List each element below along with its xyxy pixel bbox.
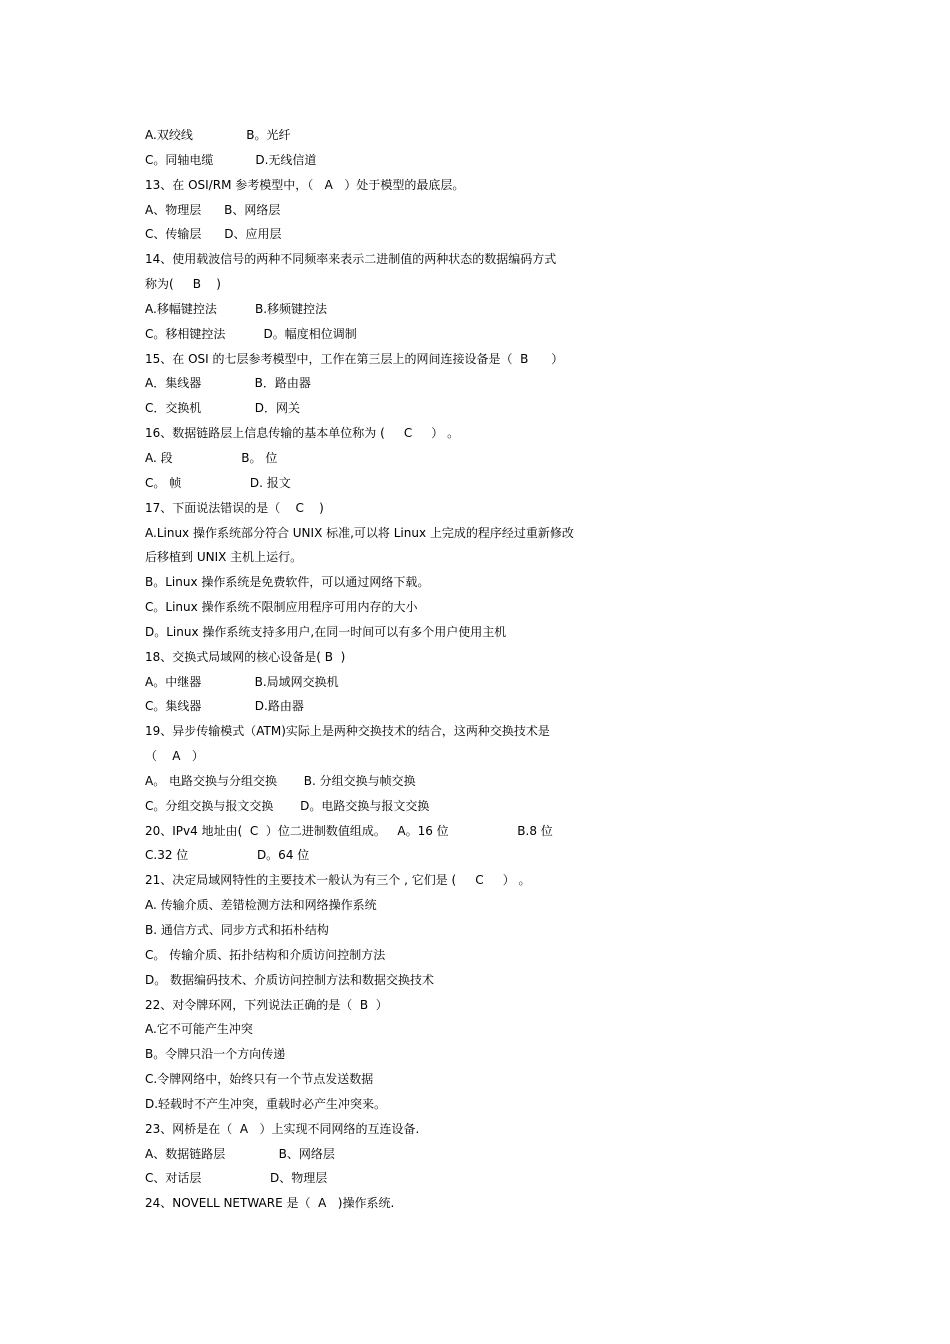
question-20: 20、IPv4 地址由( C ）位二进制数值组成。 A。16 位 B.8 位	[145, 823, 553, 838]
text-line: A、物理层 B、网络层	[145, 202, 281, 217]
text-line: C。同轴电缆 D.无线信道	[145, 152, 317, 167]
question-24: 24、NOVELL NETWARE 是（ A )操作系统.	[145, 1196, 395, 1211]
text-line: D。 数据编码技术、介质访问控制方法和数据交换技术	[145, 972, 435, 987]
text-line: C。集线器 D.路由器	[145, 699, 304, 714]
text-line: B。Linux 操作系统是免费软件，可以通过网络下载。	[145, 575, 430, 590]
text-line: A. 传输介质、差错检测方法和网络操作系统	[145, 898, 377, 913]
question-19: 19、异步传输模式（ATM)实际上是两种交换技术的结合，这两种交换技术是	[145, 724, 550, 739]
text-line: A。中继器 B.局域网交换机	[145, 674, 339, 689]
question-15: 15、在 OSI 的七层参考模型中，工作在第三层上的网间连接设备是（ B ）	[145, 351, 564, 366]
text-line: A.双绞线 B。光纤	[145, 128, 291, 142]
text-line: C。Linux 操作系统不限制应用程序可用内存的大小	[145, 600, 418, 615]
text-line: C.令牌网络中，始终只有一个节点发送数据	[145, 1072, 374, 1087]
question-21: 21、决定局域网特性的主要技术一般认为有三个 , 它们是 ( C ） 。	[145, 873, 531, 888]
text-line: C、传输层 D、应用层	[145, 227, 282, 242]
text-line: A. 段 B。 位	[145, 450, 278, 465]
text-line: A.Linux 操作系统部分符合 UNIX 标准,可以将 Linux 上完成的程序经过重新修改	[145, 525, 574, 540]
question-18: 18、交换式局域网的核心设备是( B )	[145, 649, 346, 664]
text-line: D.轻载时不产生冲突，重载时必产生冲突来。	[145, 1096, 387, 1111]
text-line: 后移植到 UNIX 主机上运行。	[145, 550, 303, 565]
text-line: B。令牌只沿一个方向传递	[145, 1047, 286, 1062]
question-22: 22、对令牌环网，下列说法正确的是（ B ）	[145, 997, 388, 1012]
text-line: C．交换机 D．网关	[145, 401, 301, 416]
text-line: A.移幅键控法 B.移频键控法	[145, 301, 328, 316]
text-line: C。移相键控法 D。幅度相位调制	[145, 326, 357, 341]
text-line: B. 通信方式、同步方式和拓朴结构	[145, 923, 329, 937]
text-line: C、对话层 D、物理层	[145, 1171, 328, 1186]
text-line: C.32 位 D。64 位	[145, 848, 310, 863]
document-body	[145, 123, 815, 1216]
question-17: 17、下面说法错误的是（ C )	[145, 500, 324, 515]
question-14: 14、使用载波信号的两种不同频率来表示二进制值的两种状态的数据编码方式	[145, 252, 557, 267]
text-line: C。分组交换与报文交换 D。电路交换与报文交换	[145, 798, 430, 813]
question-13: 13、在 OSI/RM 参考模型中，（ A ）处于模型的最底层。	[145, 177, 465, 192]
text-line: C。 传输介质、拓扑结构和介质访问控制方法	[145, 947, 386, 962]
question-23: 23、网桥是在（ A ）上实现不同网络的互连设备.	[145, 1121, 420, 1136]
text-line: A。 电路交换与分组交换 B. 分组交换与帧交换	[145, 773, 416, 788]
text-line: A、数据链路层 B、网络层	[145, 1146, 335, 1161]
question-16: 16、数据链路层上信息传输的基本单位称为 ( C ） 。	[145, 426, 460, 441]
text-line: 称为( B )	[145, 277, 221, 292]
text-line: D。Linux 操作系统支持多用户,在同一时间可以有多个用户使用主机	[145, 624, 507, 639]
text-line: A.它不可能产生冲突	[145, 1022, 253, 1037]
text-line: C。 帧 D. 报文	[145, 475, 291, 490]
text-line: A．集线器 B．路由器	[145, 376, 311, 391]
text-line: （ A ）	[145, 749, 204, 764]
